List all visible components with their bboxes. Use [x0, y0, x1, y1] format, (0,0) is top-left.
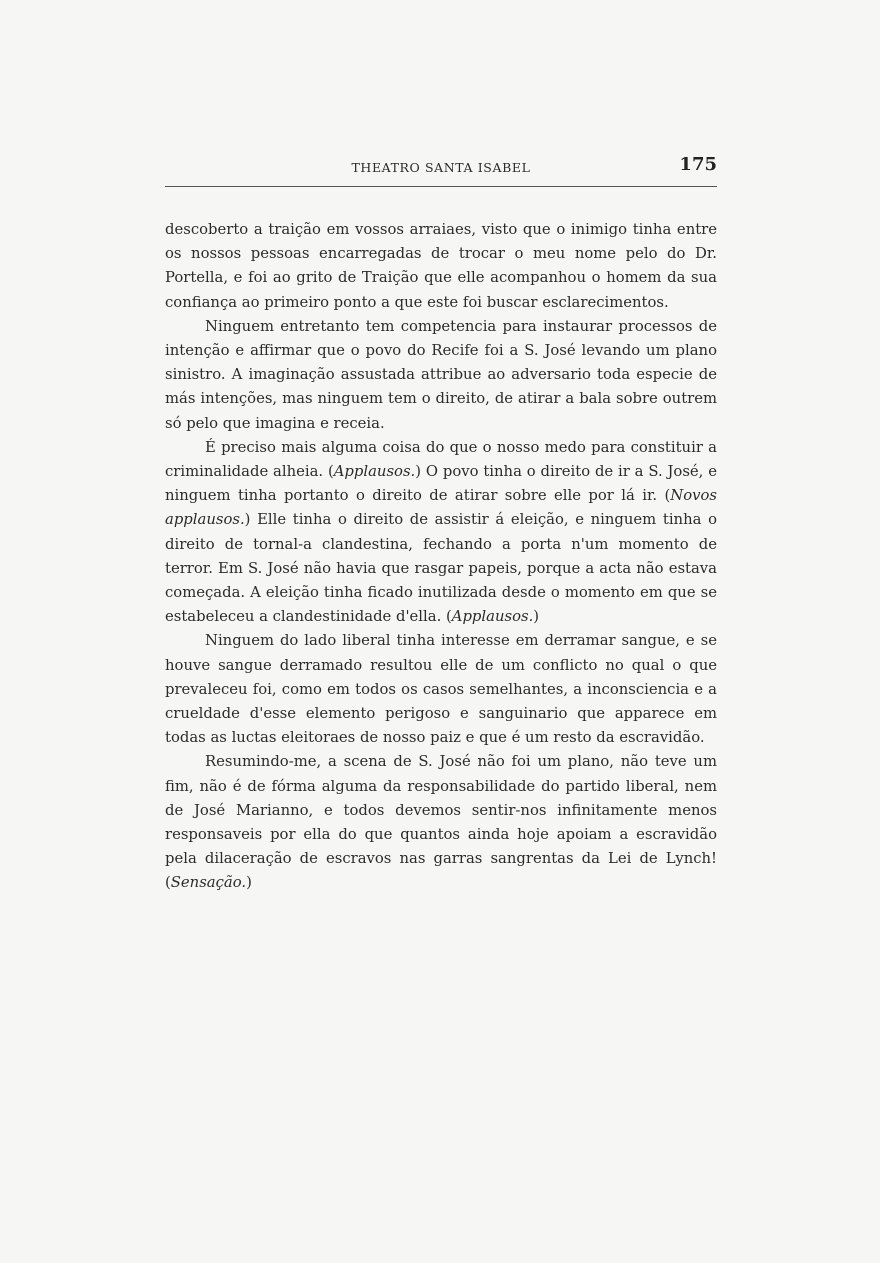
- paragraph-text: Resumindo-me, a scena de S. José não foi um plano, não teve um fim, não é de fórma alguma da responsabilidade do partido liberal, nem de José Marianno, e todos devemos sentir-nos infinitamente menos responsaveis por ella do que quantos ainda hoje apoiam a escravidão pela dilaceração de escravos nas garras sangrentas da Lei de Lynch! (: [165, 753, 717, 892]
- paragraph-text: ) Elle tinha o direito de assistir á eleição, e ninguem tinha o direito de tornal-a clandestina, fechando a porta n'um momento de terror. Em S. José não havia que rasgar papeis, porque a acta não estava começada. A eleição tinha ficado inutilizada desde o momento em que se estabeleceu a clandestinidade d'ella. (: [165, 511, 717, 626]
- sensation-note: Sensação.: [170, 874, 247, 892]
- applause-note: Applausos.: [451, 608, 534, 626]
- page-header: [165, 150, 717, 187]
- paragraph: [165, 315, 717, 436]
- paragraph-text: ): [246, 874, 252, 892]
- paragraph-text: Ninguem do lado liberal tinha interesse em derramar sangue, e se houve sangue derramado resultou elle de um conflicto no qual o que prevaleceu foi, como em todos os casos semelhantes, a inconsciencia e a crueldade d'esse elemento perigoso e sanguinario que apparece em todas as luctas eleitoraes de nosso paiz e que é um resto da escravidão.: [165, 632, 717, 747]
- paragraph: [165, 218, 717, 315]
- page-number: 175: [679, 154, 717, 175]
- paragraph: [165, 629, 717, 750]
- paragraph-text: ): [533, 608, 540, 626]
- paragraph: [165, 436, 717, 630]
- body-text: [165, 218, 717, 896]
- running-title: THEATRO SANTA ISABEL: [351, 160, 531, 175]
- paragraph-text: Ninguem entretanto tem competencia para instaurar processos de intenção e affirmar que o povo do Recife foi a S. José levando um plano sinistro. A imaginação assustada attribue ao adversario toda especie de más intenções, mas ninguem tem o direito, de atirar a bala sobre outrem só pelo que imagina e receia.: [165, 317, 717, 432]
- applause-note: Applausos.: [333, 463, 416, 481]
- paragraph-text: descoberto a traição em vossos arraiaes, visto que o inimigo tinha entre os nossos pessoas encarregadas de trocar o meu nome pelo do Dr. Portella, e foi ao grito de Traição que elle acompanhou o homem da sua confiança ao primeiro ponto a que este foi buscar esclarecimentos.: [165, 221, 717, 311]
- paragraph: [165, 750, 717, 895]
- paragraph-text: ) O povo tinha o direito de ir a S. José, e ninguem tinha portanto o direito de atirar sobre elle por lá ir. (: [165, 463, 717, 505]
- applause-note: Novos applausos.: [165, 487, 717, 529]
- paragraph-text: É preciso mais alguma coisa do que o nosso medo para constituir a criminalidade alheia. (: [165, 438, 717, 481]
